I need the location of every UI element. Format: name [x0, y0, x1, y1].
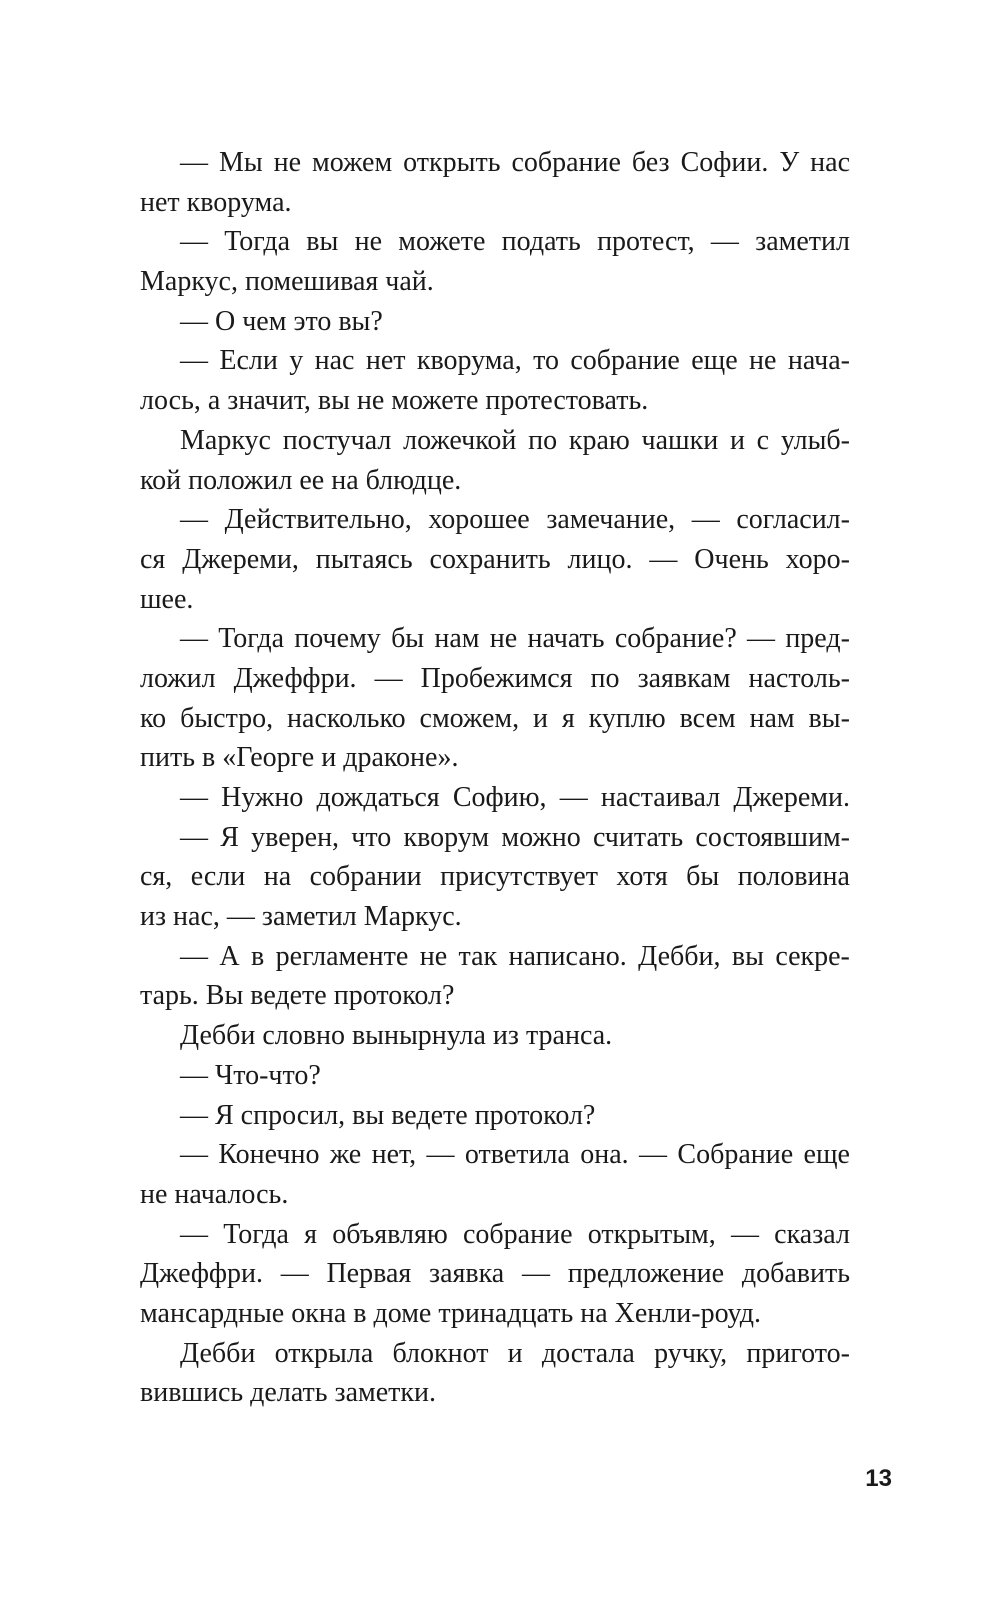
text-line: — А в регламенте не так написано. Дебби, вы секре- — [180, 940, 850, 972]
text-line: из нас, — заметил Маркус. — [140, 901, 462, 933]
text-line: Дебби открыла блокнот и достала ручку, пригото- — [180, 1337, 850, 1369]
text-line: — Тогда почему бы нам не начать собрание? — пред- — [180, 623, 850, 655]
text-line: лось, а значит, вы не можете протестовать. — [140, 385, 649, 417]
text-line: — Мы не можем открыть собрание без Софии. У нас — [180, 147, 850, 178]
text-line: ся Джереми, пытаясь сохранить лицо. — Очень хоро- — [140, 543, 850, 575]
text-line: не началось. — [140, 1178, 289, 1210]
text-line: — О чем это вы? — [180, 305, 383, 337]
text-line: Маркус, помешивая чай. — [140, 266, 434, 298]
text-line: — Тогда вы не можете подать протест, — заметил — [180, 226, 850, 258]
text-line: мансардные окна в доме тринадцать на Хенли-роуд. — [140, 1297, 761, 1329]
text-line: — Что-что? — [180, 1059, 321, 1091]
text-line: нет кворума. — [140, 186, 292, 218]
text-line: ложил Джеффри. — Пробежимся по заявкам настоль- — [140, 662, 850, 694]
text-line: Маркус постучал ложечкой по краю чашки и с улыб- — [180, 424, 850, 456]
text-line: тарь. Вы ведете протокол? — [140, 980, 455, 1012]
text-line: пить в «Георге и драконе». — [140, 742, 459, 774]
text-line: — Я спросил, вы ведете протокол? — [180, 1099, 596, 1131]
text-line: ся, если на собрании присутствует хотя бы половина — [140, 861, 850, 893]
text-line: ко быстро, насколько сможем, и я куплю всем нам вы- — [140, 702, 850, 734]
text-line: — Тогда я объявляю собрание открытым, — сказал — [180, 1218, 850, 1250]
text-line: — Нужно дождаться Софию, — настаивал Джереми. — [180, 782, 850, 813]
text-line: — Конечно же нет, — ответила она. — Собрание еще — [180, 1139, 850, 1171]
text-line: Джеффри. — Первая заявка — предложение добавить — [140, 1258, 850, 1290]
body-text — [140, 143, 850, 1413]
text-line: Дебби словно вынырнула из транса. — [180, 1020, 613, 1052]
text-line: — Если у нас нет кворума, то собрание еще не нача- — [180, 345, 850, 377]
page-number: 13 — [865, 1465, 892, 1492]
text-line: шее. — [140, 583, 194, 615]
text-line: — Я уверен, что кворум можно считать состоявшим- — [180, 821, 850, 853]
text-line: — Действительно, хорошее замечание, — согласил- — [180, 504, 850, 536]
text-line: вившись делать заметки. — [140, 1377, 436, 1409]
text-line: кой положил ее на блюдце. — [140, 464, 462, 496]
